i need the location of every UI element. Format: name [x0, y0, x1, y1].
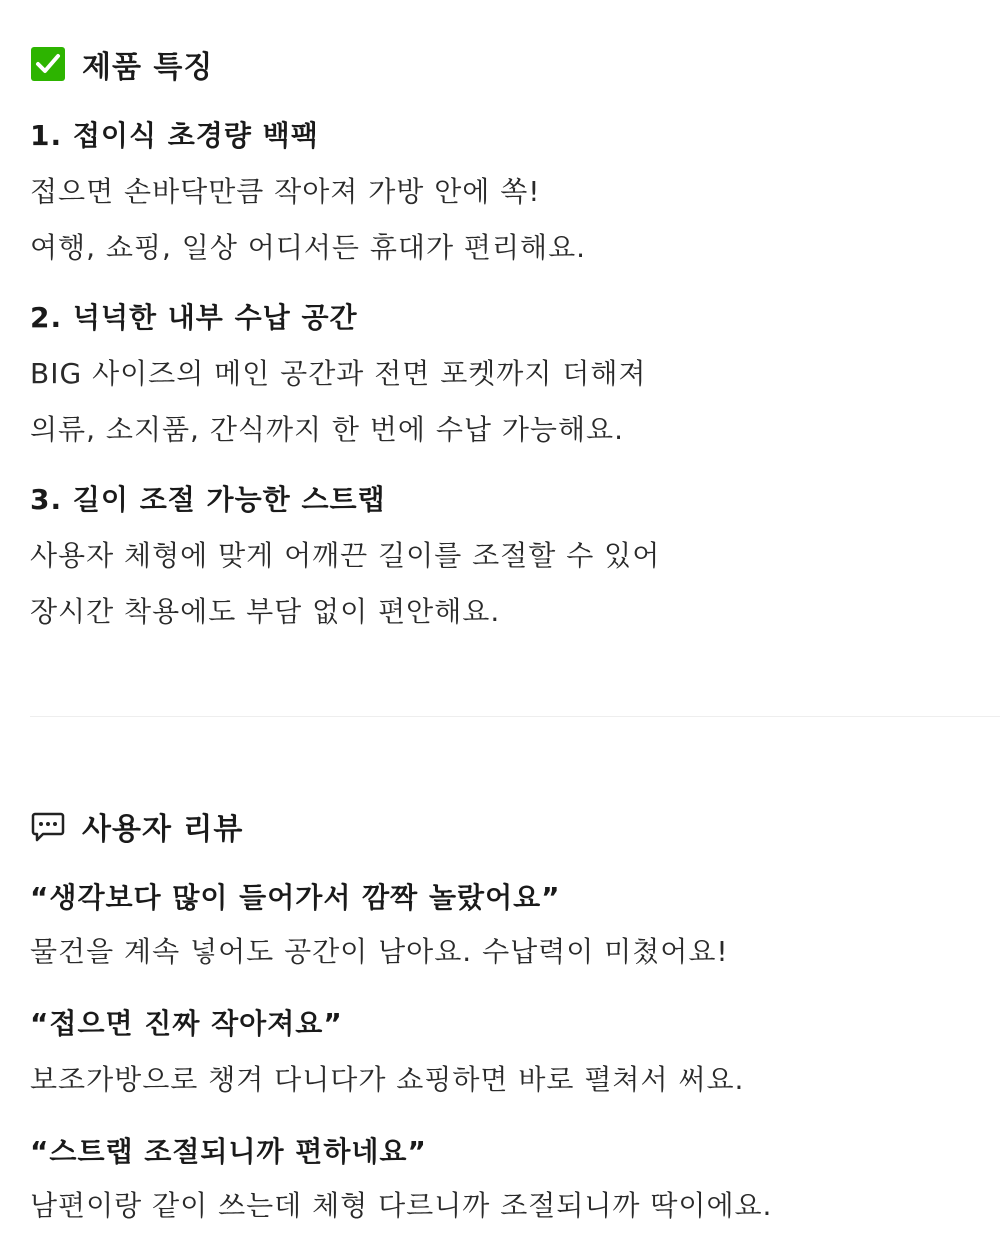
- review-quote-1: “생각보다 많이 들어가서 깜짝 놀랐어요”: [30, 881, 561, 914]
- feature-line-1-2: 여행, 쇼핑, 일상 어디서든 휴대가 편리해요.: [30, 231, 587, 264]
- features-title: [30, 42, 213, 86]
- review-body-1: 물건을 계속 넣어도 공간이 남아요. 수납력이 미쳤어요!: [30, 935, 729, 968]
- review-body-2: 보조가방으로 챙겨 다니다가 쇼핑하면 바로 펼쳐서 써요.: [30, 1063, 745, 1096]
- feature-line-3-1: 사용자 체형에 맞게 어깨끈 길이를 조절할 수 있어: [30, 539, 661, 572]
- features-title-label: 제품 특징: [82, 50, 214, 85]
- speech-bubble-icon: [30, 808, 66, 844]
- feature-heading-3: 3. 길이 조절 가능한 스트랩: [30, 483, 386, 516]
- review-body-3: 남편이랑 같이 쓰는데 체형 다르니까 조절되니까 딱이에요.: [30, 1189, 773, 1222]
- check-box-icon: [30, 46, 66, 82]
- feature-line-2-2: 의류, 소지품, 간식까지 한 번에 수납 가능해요.: [30, 413, 624, 446]
- feature-heading-2: 2. 넉넉한 내부 수납 공간: [30, 301, 358, 334]
- review-quote-2: “접으면 진짜 작아져요”: [30, 1007, 343, 1040]
- reviews-title-label: 사용자 리뷰: [82, 812, 244, 847]
- section-divider: [30, 716, 1000, 717]
- feature-line-1-1: 접으면 손바닥만큼 작아져 가방 안에 쏙!: [30, 175, 541, 208]
- feature-line-3-2: 장시간 착용에도 부담 없이 편안해요.: [30, 595, 501, 628]
- feature-line-2-1: BIG 사이즈의 메인 공간과 전면 포켓까지 더해져: [30, 357, 647, 390]
- reviews-title: [30, 804, 243, 848]
- review-quote-3: “스트랩 조절되니까 편하네요”: [30, 1135, 427, 1168]
- feature-heading-1: 1. 접이식 초경량 백팩: [30, 119, 319, 152]
